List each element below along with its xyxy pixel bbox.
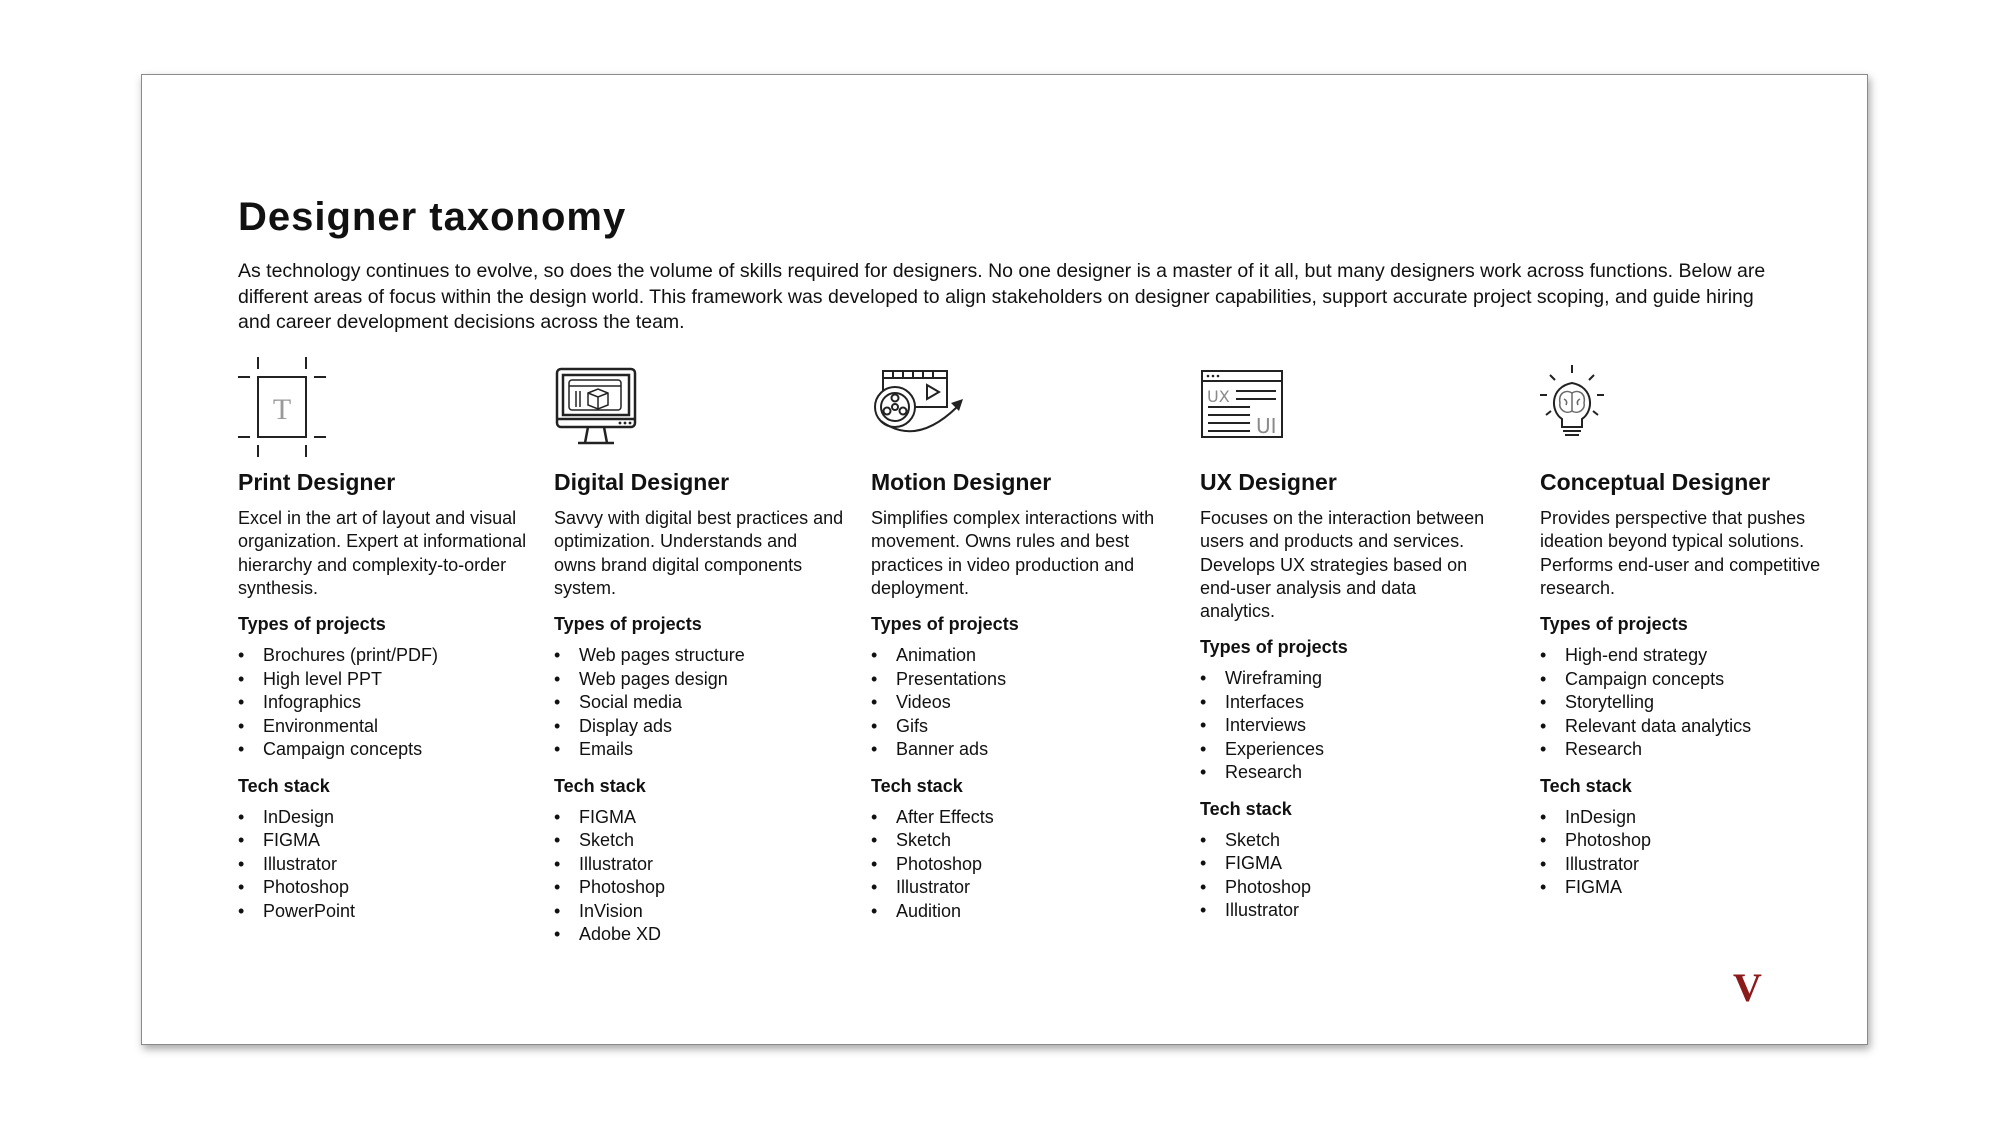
list-item: • Brochures (print/PDF) (238, 644, 528, 668)
column-description: Focuses on the interaction between users and products and services. Develops UX strategies based on end-user analysis and data analytics. (1200, 508, 1485, 622)
list-item: • Presentations (871, 668, 1161, 692)
tech-heading: Tech stack (554, 775, 646, 796)
list-item: • Environmental (238, 715, 528, 739)
list-item: • Research (1540, 738, 1840, 762)
list-item: • Emails (554, 738, 844, 762)
list-item: • Campaign concepts (1540, 668, 1840, 692)
column-description: Provides perspective that pushes ideation beyond typical solutions. Performs end-user and competitive research. (1540, 508, 1821, 598)
projects-heading: Types of projects (238, 614, 386, 635)
list-item: • Wireframing (1200, 667, 1490, 691)
intro-paragraph: As technology continues to evolve, so does the volume of skills required for designers. No one designer is a master of it all, but many designers work across functions. Below are different areas of focus within the design world. This framework was developed to align stakeholders on designer capabilities, support accurate project scoping, and guide hiring and career development decisions across the team. (238, 260, 1766, 333)
tech-list (1200, 829, 1490, 923)
list-item: • Infographics (238, 691, 528, 715)
ux-label: UX (1207, 387, 1230, 406)
list-item: • PowerPoint (238, 900, 528, 924)
list-item: • Illustrator (238, 853, 528, 877)
lightbulb-brain-icon (1540, 355, 1840, 463)
list-item: • Web pages structure (554, 644, 844, 668)
list-item: • Sketch (1200, 829, 1490, 853)
list-item: • Interfaces (1200, 691, 1490, 715)
text-frame-icon (238, 355, 528, 463)
column-title: UX Designer (1200, 469, 1337, 495)
list-item: • Sketch (554, 829, 844, 853)
list-item: • FIGMA (1200, 852, 1490, 876)
list-item: • Relevant data analytics (1540, 715, 1840, 739)
tech-heading: Tech stack (1540, 775, 1632, 796)
list-item: • Storytelling (1540, 691, 1840, 715)
column-description: Excel in the art of layout and visual organization. Expert at informational hierarchy and complexity-to-order synthesis. (238, 508, 527, 598)
list-item: • High level PPT (238, 668, 528, 692)
slide (141, 74, 1868, 1045)
list-item: • FIGMA (1540, 876, 1840, 900)
list-item: • Illustrator (871, 876, 1161, 900)
list-item: • Interviews (1200, 714, 1490, 738)
ux-window-icon (1200, 355, 1490, 463)
tech-heading: Tech stack (1200, 798, 1292, 819)
projects-list (871, 644, 1161, 762)
column-conceptual-designer (1540, 355, 1840, 900)
list-item: • Experiences (1200, 738, 1490, 762)
page-title: Designer taxonomy (238, 195, 627, 239)
tech-list (871, 806, 1161, 924)
list-item: • Animation (871, 644, 1161, 668)
list-item: • Sketch (871, 829, 1161, 853)
list-item: • Photoshop (1200, 876, 1490, 900)
list-item: • InVision (554, 900, 844, 924)
list-item: • Photoshop (1540, 829, 1840, 853)
list-item: • Photoshop (554, 876, 844, 900)
tech-list (554, 806, 844, 947)
projects-list (238, 644, 528, 762)
projects-list (554, 644, 844, 762)
column-digital-designer (554, 355, 844, 947)
ui-label: UI (1256, 414, 1277, 438)
column-description: Simplifies complex interactions with movement. Owns rules and best practices in video production and deployment. (871, 508, 1155, 598)
tech-list (238, 806, 528, 924)
column-title: Motion Designer (871, 469, 1052, 495)
list-item: • Web pages design (554, 668, 844, 692)
list-item: • Research (1200, 761, 1490, 785)
list-item: • InDesign (1540, 806, 1840, 830)
column-title: Conceptual Designer (1540, 469, 1771, 495)
list-item: • Gifs (871, 715, 1161, 739)
list-item: • After Effects (871, 806, 1161, 830)
list-item: • Illustrator (1540, 853, 1840, 877)
column-ux-designer (1200, 355, 1490, 923)
projects-heading: Types of projects (871, 614, 1019, 635)
list-item: • Banner ads (871, 738, 1161, 762)
list-item: • Videos (871, 691, 1161, 715)
column-description: Savvy with digital best practices and optimization. Understands and owns brand digital components system. (554, 508, 844, 598)
column-print-designer (238, 355, 528, 923)
list-item: • Photoshop (238, 876, 528, 900)
list-item: • FIGMA (554, 806, 844, 830)
tech-heading: Tech stack (238, 775, 330, 796)
list-item: • Illustrator (554, 853, 844, 877)
projects-heading: Types of projects (1540, 614, 1688, 635)
column-motion-designer (871, 355, 1161, 923)
projects-heading: Types of projects (554, 614, 702, 635)
column-title: Print Designer (238, 469, 396, 495)
list-item: • FIGMA (238, 829, 528, 853)
list-item: • Campaign concepts (238, 738, 528, 762)
text-frame-letter: T (272, 393, 292, 426)
monitor-icon (554, 355, 844, 463)
projects-list (1200, 667, 1490, 785)
list-item: • Display ads (554, 715, 844, 739)
list-item: • Audition (871, 900, 1161, 924)
film-reel-icon (871, 355, 1161, 463)
list-item: • Illustrator (1200, 899, 1490, 923)
list-item: • High-end strategy (1540, 644, 1840, 668)
tech-list (1540, 806, 1840, 900)
tech-heading: Tech stack (871, 775, 963, 796)
projects-heading: Types of projects (1200, 637, 1348, 658)
list-item: • InDesign (238, 806, 528, 830)
column-title: Digital Designer (554, 469, 730, 495)
projects-list (1540, 644, 1840, 762)
list-item: • Adobe XD (554, 923, 844, 947)
list-item: • Photoshop (871, 853, 1161, 877)
brand-logo: V (1733, 965, 1762, 1010)
list-item: • Social media (554, 691, 844, 715)
